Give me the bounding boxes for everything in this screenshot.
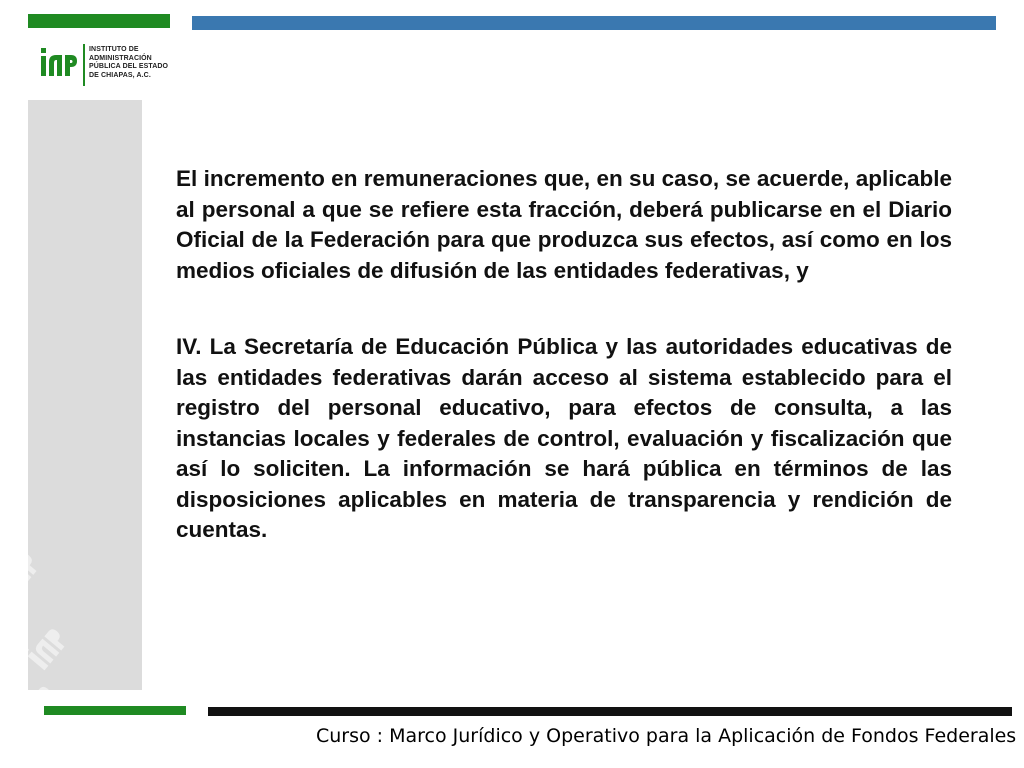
watermark-pattern [28, 100, 142, 690]
top-green-bar [28, 14, 170, 28]
institute-logo [40, 42, 180, 88]
watermark-sidebar [28, 100, 142, 690]
top-blue-bar [192, 16, 996, 30]
course-label: Curso : [316, 725, 390, 747]
course-footer [316, 725, 1016, 747]
logo-line: DE CHIAPAS, A.C. [89, 71, 151, 79]
iap-logo-icon [40, 46, 78, 78]
paragraph-fraccion-iv: IV. La Secretaría de Educación Pública y las autoridades educativas de las entidades federativas darán acceso al sistema establecido para el registro del personal educativo, para efectos de consulta, a las instancias locales y federales de control, evaluación y fiscalización que así lo soliciten. La información se hará pública en términos de las disposiciones aplicables en materia de transparencia y rendición de cuentas. [176, 334, 952, 542]
bottom-black-bar [208, 707, 1012, 716]
logo-line: PÚBLICA DEL ESTADO [89, 63, 169, 70]
slide-body [176, 164, 952, 546]
bottom-green-bar [44, 706, 186, 715]
logo-line: ADMINISTRACIÓN [89, 54, 152, 62]
logo-divider [83, 44, 85, 86]
logo-text [89, 46, 168, 80]
logo-line: INSTITUTO DE [89, 46, 139, 53]
paragraph-remuneraciones: El incremento en remuneraciones que, en su caso, se acuerde, aplicable al personal a que se refiere esta fracción, deberá publicarse en el Diario Oficial de la Federación para que produzca sus efectos, así como en los medios oficiales de difusión de las entidades federativas, y [176, 166, 952, 283]
course-title: Marco Jurídico y Operativo para la Aplicación de Fondos Federales [389, 725, 1017, 747]
